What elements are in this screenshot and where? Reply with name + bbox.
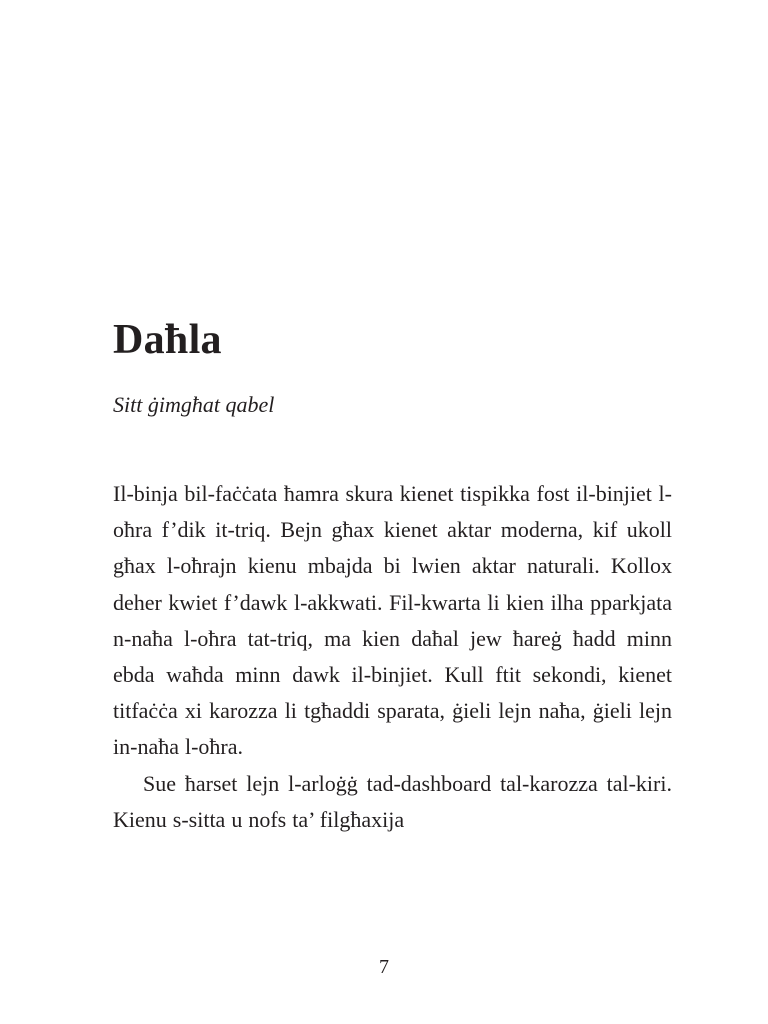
chapter-body — [113, 476, 672, 838]
paragraph-1: Il-binja bil-faċċata ħamra skura kienet tispikka fost il-binjiet l-oħra f’dik it-triq. Bejn għax kienet aktar moderna, kif ukoll għax l-oħrajn kienu mbajda bi lwien aktar naturali. Kollox deher kwiet f’dawk l-akkwati. Fil-kwarta li kien ilha pparkjata n-naħa l-oħra tat-triq, ma kien daħal jew ħareġ ħadd minn ebda waħda minn dawk il-binjiet. Kull ftit sekondi, kienet titfaċċa xi karozza li tgħaddi sparata, ġieli lejn naħa, ġieli lejn in-naħa l-oħra. — [113, 481, 672, 760]
paragraph-2: Sue ħarset lejn l-arloġġ tad-dashboard tal-karozza tal-kiri. Kienu s-sitta u nofs ta’ filgħaxija — [113, 770, 672, 832]
chapter-title: Daħla — [113, 317, 222, 363]
chapter-subtitle: Sitt ġimgħat qabel — [113, 392, 275, 417]
page-number: 7 — [379, 956, 389, 978]
